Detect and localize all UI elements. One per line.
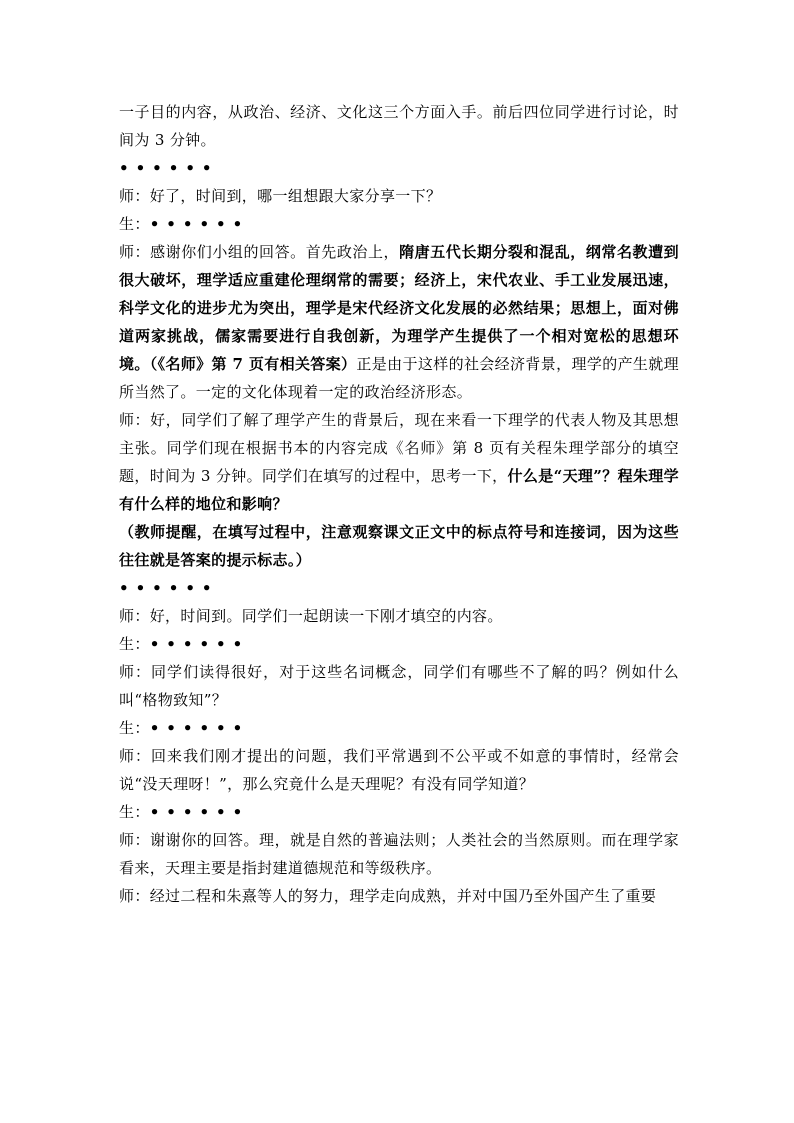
text-segment: 生： — [119, 803, 150, 821]
text-segment: 师：回来我们刚才提出的问题，我们平常遇到不公平或不如意的事情时，经常会说“没天理呀！”，那么究竟什么是天理呢？有没有同学知道？ — [119, 747, 679, 793]
paragraph-p07 — [119, 518, 679, 574]
paragraph-p06 — [119, 406, 679, 518]
paragraph-p12 — [119, 714, 679, 742]
text-segment: 生： — [119, 215, 150, 233]
paragraph-p05 — [119, 238, 679, 406]
paragraph-p15 — [119, 826, 679, 882]
ellipsis-dots: •••••• — [149, 635, 250, 653]
bold-text-segment: （教师提醒，在填写过程中，注意观察课文正文中的标点符号和连接词，因为这些往往就是答案的提示标志。） — [119, 523, 679, 569]
document-body — [119, 98, 679, 910]
paragraph-p08 — [119, 574, 679, 602]
ellipsis-dots: •••••• — [119, 159, 219, 177]
paragraph-p09 — [119, 602, 679, 630]
text-segment: 正是由于这样的社会经济背景，理学的产生就理所当然了。一定的文化体现着一定的政治经济形态。 — [119, 355, 680, 401]
text-segment: 师：好，同学们了解了理学产生的背景后，现在来看一下理学的代表人物及其思想主张。同学们现在根据书本的内容完成《名师》第 8 页有关程朱理学部分的填空题，时间为 3 分钟。同学们在填写的过程中，思考一下， — [119, 411, 679, 485]
text-segment: 一子目的内容，从政治、经济、文化这三个方面入手。前后四位同学进行讨论，时间为 3 分钟。 — [119, 103, 679, 149]
text-segment: 师：同学们读得很好，对于这些名词概念，同学们有哪些不了解的吗？例如什么叫“格物致知”？ — [119, 663, 679, 709]
bold-text-segment: 隋唐五代长期分裂和混乱，纲常名教遭到很大破坏，理学适应重建伦理纲常的需要；经济上，宋代农业、手工业发展迅速，科学文化的进步尤为突出，理学是宋代经济文化发展的必然结果；思想上，面对佛道两家挑战，儒家需要进行自我创新，为理学产生提供了一个相对宽松的思想环境。（《名师》第 7 页有相关答案） — [119, 243, 679, 373]
paragraph-p04 — [119, 210, 679, 238]
paragraph-p01 — [119, 98, 679, 154]
paragraph-p03 — [119, 182, 679, 210]
paragraph-p14 — [119, 798, 679, 826]
text-segment: 师：好，时间到。同学们一起朗读一下刚才填空的内容。 — [119, 607, 503, 625]
ellipsis-dots: •••••• — [149, 803, 250, 821]
text-segment: 师：经过二程和朱熹等人的努力，理学走向成熟，并对中国乃至外国产生了重要 — [119, 887, 657, 905]
paragraph-p02 — [119, 154, 679, 182]
ellipsis-dots: •••••• — [149, 215, 250, 233]
text-segment: 师：好了，时间到，哪一组想跟大家分享一下？ — [119, 187, 442, 205]
paragraph-p10 — [119, 630, 679, 658]
text-segment: 师：谢谢你的回答。理，就是自然的普遍法则；人类社会的当然原则。而在理学家看来，天理主要是指封建道德规范和等级秩序。 — [119, 831, 679, 877]
ellipsis-dots: •••••• — [149, 719, 250, 737]
text-segment: 师：感谢你们小组的回答。首先政治上， — [119, 243, 400, 261]
paragraph-p13 — [119, 742, 679, 798]
paragraph-p11 — [119, 658, 679, 714]
text-segment: 生： — [119, 635, 150, 653]
bold-text-segment: 什么是“天理”？程朱理学有什么样的地位和影响？ — [119, 467, 680, 513]
paragraph-p16 — [119, 882, 679, 910]
ellipsis-dots: •••••• — [119, 579, 219, 597]
text-segment: 生： — [119, 719, 150, 737]
